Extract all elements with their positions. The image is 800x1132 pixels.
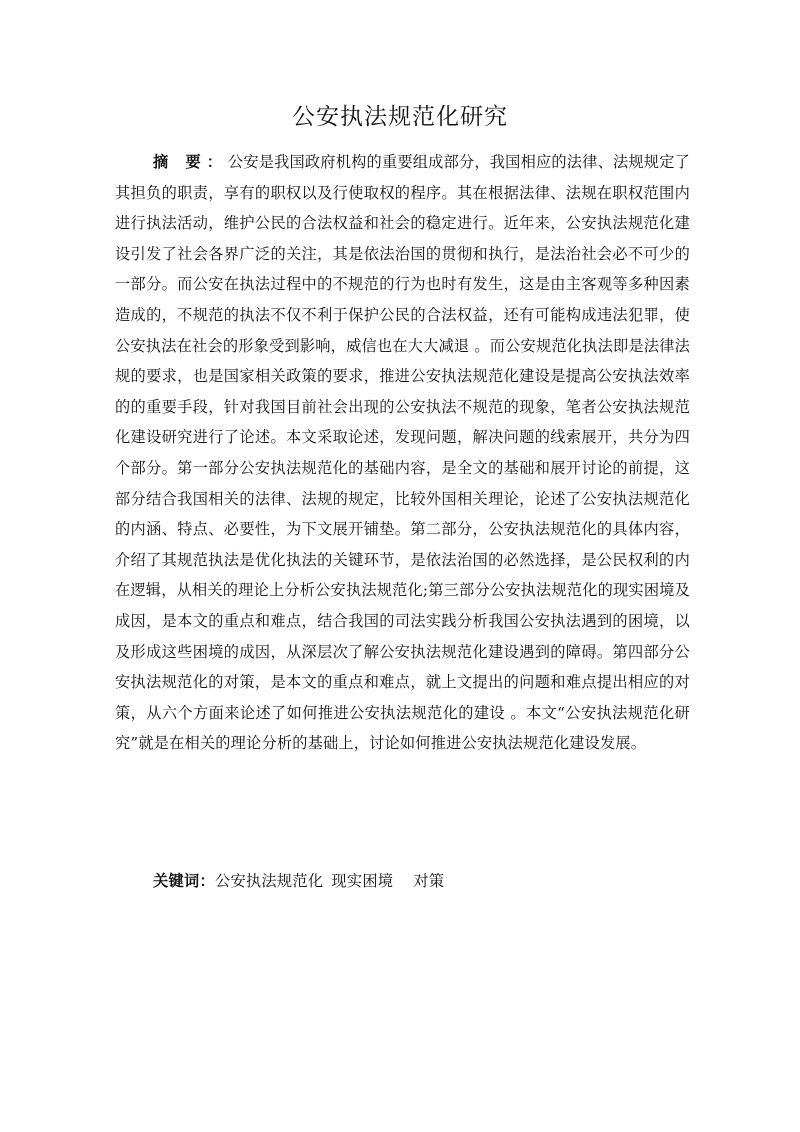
keyword-item: 公安执法规范化 bbox=[214, 872, 324, 890]
keywords-line bbox=[153, 866, 693, 896]
abstract-paragraph bbox=[115, 147, 690, 759]
keywords-label: 关键词： bbox=[153, 872, 215, 890]
keyword-item: 对策 bbox=[413, 872, 445, 890]
page-title: 公安执法规范化研究 bbox=[292, 104, 508, 130]
abstract-label: 摘 要： bbox=[153, 153, 228, 171]
abstract-text: 公安是我国政府机构的重要组成部分，我国相应的法律、法规规定了其担负的职责，享有的职权以及行使取权的程序。其在根据法律、法规在职权范围内进行执法活动，维护公民的合法权益和社会的稳定进行。近年来，公安执法规范化建设引发了社会各界广泛的关注，其是依法治国的贯彻和执行，是法治社会必不可少的一部分。而公安在执法过程中的不规范的行为也时有发生，这是由主客观等多种因素造成的，不规范的执法不仅不利于保护公民的合法权益，还有可能构成违法犯罪，使公安执法在社会的形象受到影响，威信也在大大减退 。而公安规范化执法即是法律法规的要求，也是国家相关政策的要求，推进公安执法规范化建设是提高公安执法效率的的重要手段，针对我国目前社会出现的公安执法不规范的现象，笔者公安执法规范化建设研究进行了论述。本文采取论述，发现问题，解决问题的线索展开，共分为四个部分。第一部分公安执法规范化的基础内容，是全文的基础和展开讨论的前提，这部分结合我国相关的法律、法规的规定，比较外国相关理论，论述了公安执法规范化的内涵、特点、必要性，为下文展开铺垫。第二部分，公安执法规范化的具体内容，介绍了其规范执法是优化执法的关键环节，是依法治国的必然选择，是公民权利的内在逻辑，从相关的理论上分析公安执法规范化;第三部分公安执法规范化的现实困境及成因，是本文的重点和难点，结合我国的司法实践分析我国公安执法遇到的困境，以及形成这些困境的成因，从深层次了解公安执法规范化建设遇到的障碍。第四部分公安执法规范化的对策，是本文的重点和难点，就上文提出的问题和难点提出相应的对策，从六个方面来论述了如何推进公安执法规范化的建设 。本文“公安执法规范化研究”就是在相关的理论分析的基础上，讨论如何推进公安执法规范化建设发展。 bbox=[115, 153, 690, 753]
keyword-item: 现实困境 bbox=[331, 872, 394, 890]
